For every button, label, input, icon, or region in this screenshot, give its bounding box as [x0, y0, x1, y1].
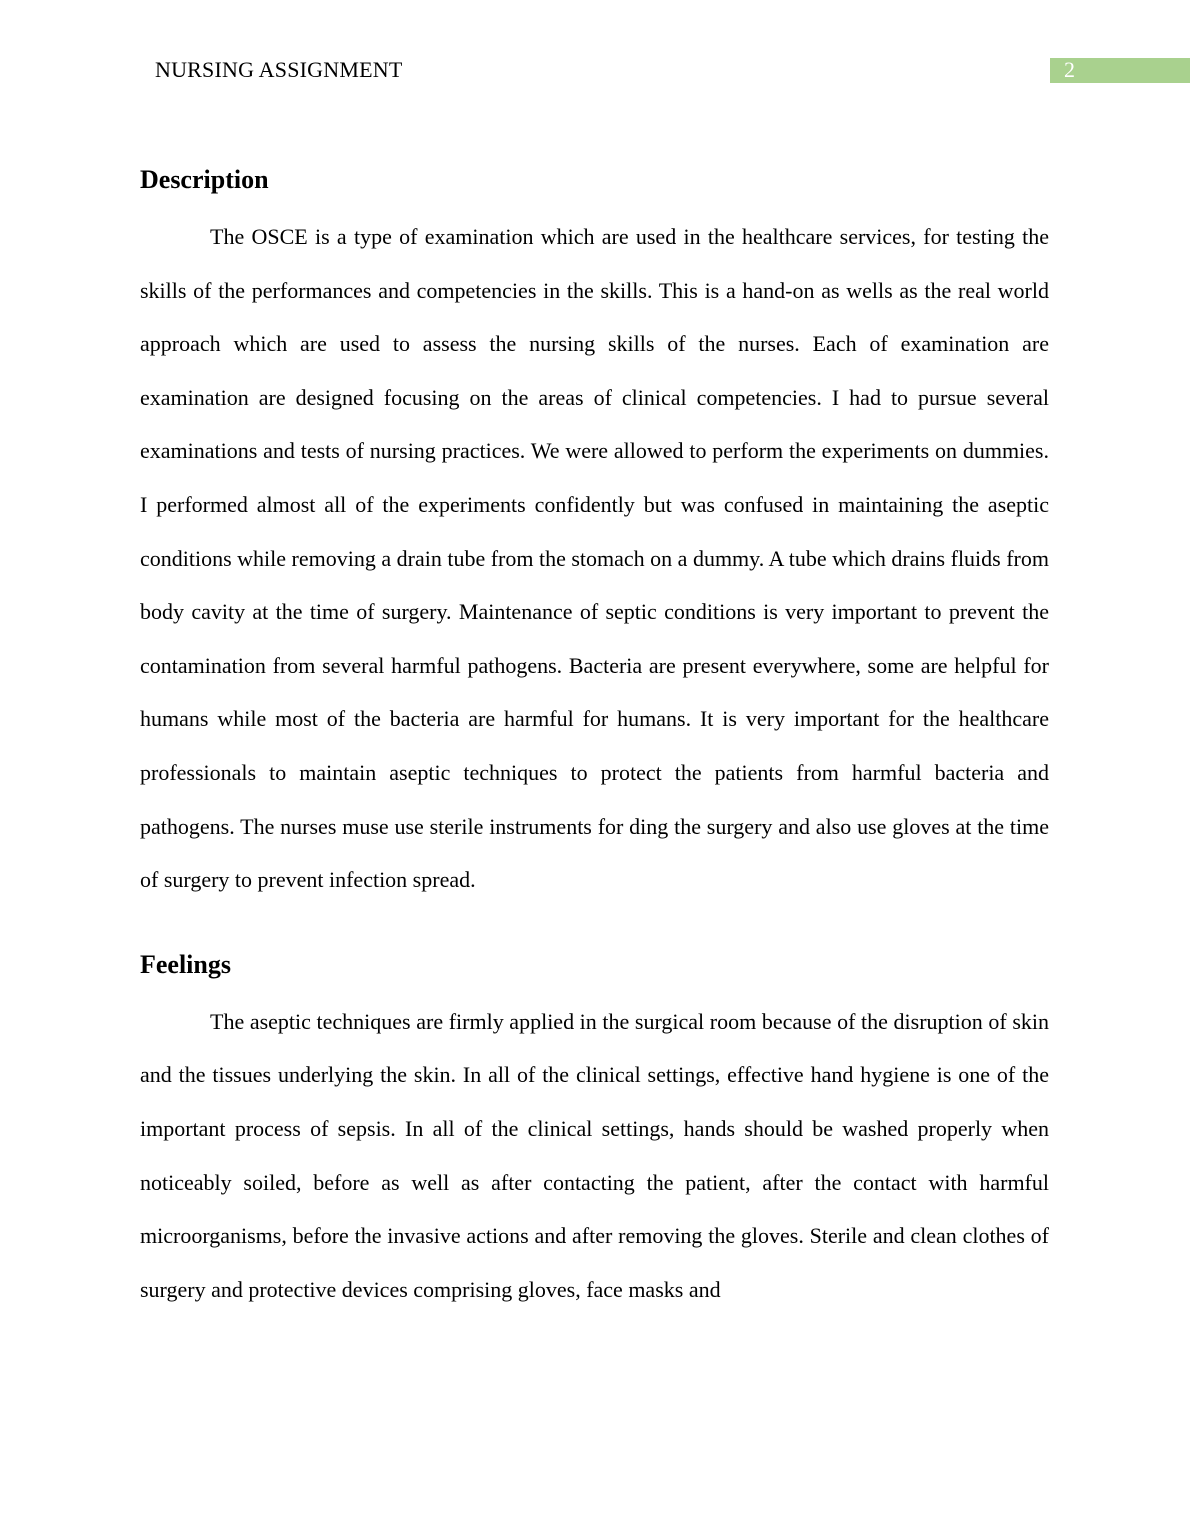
feelings-paragraph: The aseptic techniques are firmly applied in the surgical room because of the disruption of skin and the tissues underlying the skin. In all of the clinical settings, effective hand hygiene is one of the important process of sepsis. In all of the clinical settings, hands should be washed properly when noticeably soiled, before as well as after contacting the patient, after the contact with harmful microorganisms, before the invasive actions and after removing the gloves. Sterile and clean clothes of surgery and protective devices comprising gloves, face masks and	[140, 1008, 1049, 1302]
running-header: NURSING ASSIGNMENT	[155, 57, 403, 82]
page-number: 2	[1064, 57, 1075, 82]
page-number-band	[1050, 58, 1190, 83]
section-heading-description: Description	[140, 165, 269, 194]
document-body	[140, 160, 1049, 1316]
description-paragraph: The OSCE is a type of examination which are used in the healthcare services, for testing the skills of the performances and competencies in the skills. This is a hand-on as wells as the real world approach which are used to assess the nursing skills of the nurses. Each of examination are examination are designed focusing on the areas of clinical competencies. I had to pursue several examinations and tests of nursing practices. We were allowed to perform the experiments on dummies. I performed almost all of the experiments confidently but was confused in maintaining the aseptic conditions while removing a drain tube from the stomach on a dummy. A tube which drains fluids from body cavity at the time of surgery. Maintenance of septic conditions is very important to prevent the contamination from several harmful pathogens. Bacteria are present everywhere, some are helpful for humans while most of the bacteria are harmful for humans. It is very important for the healthcare professionals to maintain aseptic techniques to protect the patients from harmful bacteria and pathogens. The nurses muse use sterile instruments for ding the surgery and also use gloves at the time of surgery to prevent infection spread.	[140, 224, 1049, 893]
section-heading-feelings: Feelings	[140, 949, 231, 979]
